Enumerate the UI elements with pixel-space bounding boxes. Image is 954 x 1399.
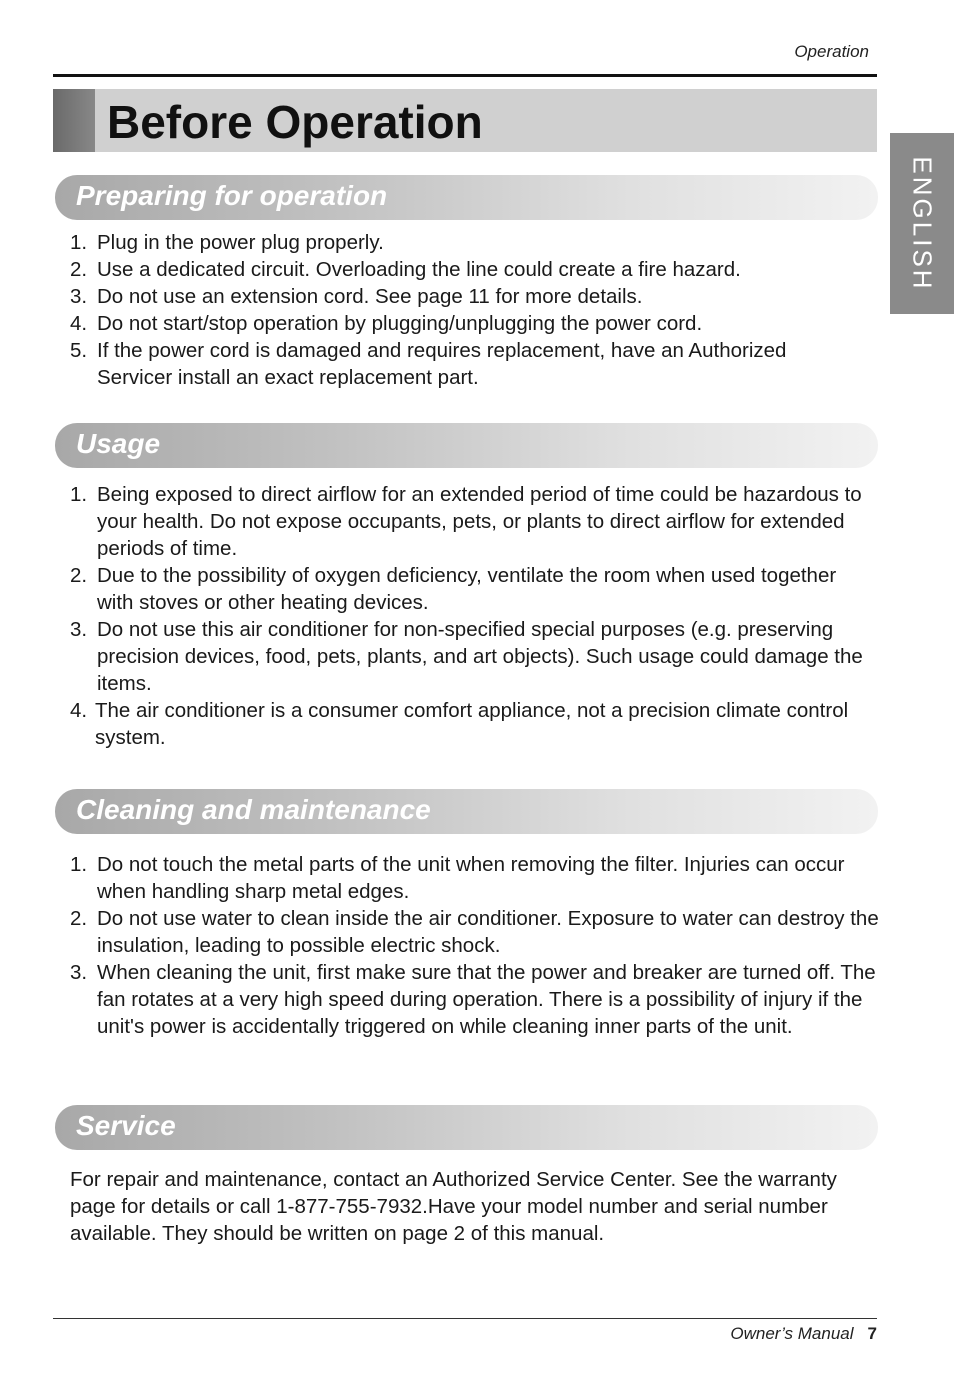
item-text: Do not use an extension cord. See page 11 for more details. — [97, 285, 643, 308]
list-item — [70, 337, 885, 391]
item-number: 1. — [70, 231, 88, 254]
list-item — [70, 697, 885, 751]
item-text: When cleaning the unit, first make sure that the power and breaker are turned off. The fan rotates at a very high speed during operation. There is a possibility of injury if the unit's power is accidentally triggered on while cleaning inner parts of the unit. — [97, 961, 876, 1038]
item-number: 3. — [70, 285, 88, 308]
section-bar-preparing — [55, 175, 878, 220]
preparing-list — [70, 229, 885, 391]
service-paragraph: For repair and maintenance, contact an Authorized Service Center. See the warranty page for details or call 1-877-755-7932.Have your model number and serial number available. They should be written on page 2 of this manual. — [70, 1168, 837, 1245]
list-item — [70, 229, 885, 256]
item-number: 4. — [70, 699, 88, 722]
list-item — [70, 959, 885, 1040]
section-bar-service — [55, 1105, 878, 1150]
footer — [730, 1324, 877, 1344]
title-accent-block — [53, 89, 95, 152]
cleaning-list — [70, 851, 885, 1040]
header-section-label: Operation — [794, 42, 869, 61]
item-text: If the power cord is damaged and requires replacement, have an Authorized Servicer install an exact replacement part. — [97, 339, 787, 389]
item-text: Use a dedicated circuit. Overloading the line could create a fire hazard. — [97, 258, 741, 281]
item-number: 2. — [70, 564, 88, 587]
item-text: Plug in the power plug properly. — [97, 231, 384, 254]
title-bar — [53, 89, 877, 152]
bottom-rule — [53, 1318, 877, 1319]
list-item — [70, 851, 885, 905]
language-tab-label: ENGLISH — [907, 155, 938, 292]
item-text: Do not use this air conditioner for non-specified special purposes (e.g. preserving precision devices, food, pets, plants, and art objects). Such usage could damage the items. — [97, 618, 863, 695]
section-title-preparing: Preparing for operation — [76, 180, 388, 211]
page-number: 7 — [867, 1324, 877, 1343]
section-bar-cleaning — [55, 789, 878, 834]
item-text: Do not touch the metal parts of the unit when removing the filter. Injuries can occur when handling sharp metal edges. — [97, 853, 845, 903]
item-text: Being exposed to direct airflow for an extended period of time could be hazardous to your health. Do not expose occupants, pets, or plants to direct airflow for extended periods of time. — [97, 483, 862, 560]
section-title-service: Service — [76, 1110, 176, 1141]
item-number: 2. — [70, 907, 88, 930]
usage-list — [70, 481, 885, 751]
footer-label: Owner’s Manual — [730, 1324, 854, 1343]
list-item — [70, 562, 885, 616]
item-number: 3. — [70, 961, 88, 984]
item-number: 3. — [70, 618, 88, 641]
section-bar-usage — [55, 423, 878, 468]
list-item — [70, 905, 885, 959]
list-item — [70, 616, 885, 697]
page-title: Before Operation — [107, 96, 483, 148]
item-text: Do not start/stop operation by plugging/unplugging the power cord. — [97, 312, 703, 335]
item-text: Due to the possibility of oxygen deficiency, ventilate the room when used together with stoves or other heating devices. — [97, 564, 837, 614]
top-rule — [53, 74, 877, 77]
item-number: 2. — [70, 258, 88, 281]
item-number: 1. — [70, 483, 88, 506]
list-item — [70, 283, 885, 310]
item-text: Do not use water to clean inside the air conditioner. Exposure to water can destroy the insulation, leading to possible electric shock. — [97, 907, 879, 957]
list-item — [70, 310, 885, 337]
section-title-cleaning: Cleaning and maintenance — [76, 794, 431, 825]
language-tab — [890, 133, 954, 314]
list-item — [70, 256, 885, 283]
item-number: 5. — [70, 339, 88, 362]
item-number: 4. — [70, 312, 88, 335]
section-title-usage: Usage — [76, 428, 161, 459]
item-text: The air conditioner is a consumer comfort appliance, not a precision climate control system. — [95, 699, 849, 749]
item-number: 1. — [70, 853, 88, 876]
list-item — [70, 481, 885, 562]
